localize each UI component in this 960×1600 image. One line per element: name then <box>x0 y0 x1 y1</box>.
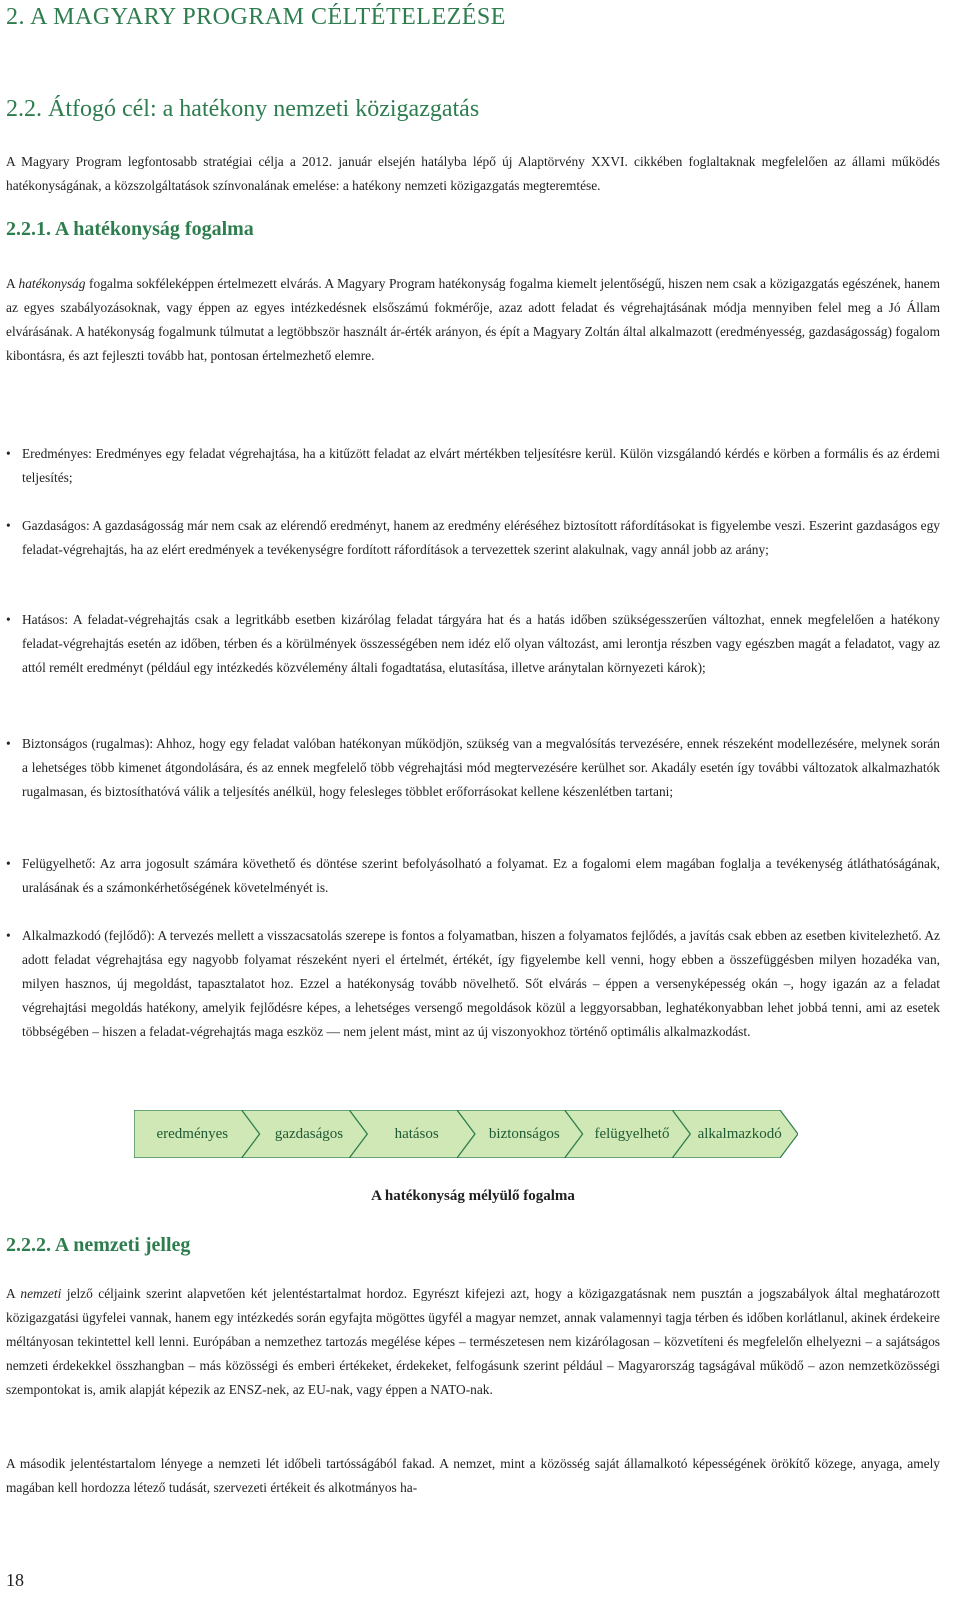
bullet-text: Alkalmazkodó (fejlődő): A tervezés mellett a visszacsatolás szerepe is fontos a folyamatban, hiszen a folyamatos fejlődés, a javítás csak ebben az esetben kivitelezhető. Az adott feladat végrehajtása egy nagyobb folyamat részeként nyeri el értelmét, értékét, így figyelembe kell venni, hogy ebben a összefüggésben milyen hozadéka van, milyen hasznos, új megoldást, tapasztalatot hoz. Ezzel a hatékonyság tovább növelhető. Sőt elvárás – éppen a versenyképesség okán –, hogy igazán az a feladat végrehajtási megoldás hatékony, amelyik fejlődésre képes, a lehetséges versengő megoldások közül a leggyorsabban, leghatékonyabban lehet jobbá tenni, ami az esetek többségében – hiszen a feladat-végrehajtás maga eszköz — nem jelent mást, mint az új viszonyokhoz történő optimális alkalmazkodást. <box>22 928 940 1039</box>
bullet-item <box>6 732 940 804</box>
bullet-text: Hatásos: A feladat-végrehajtás csak a legritkább esetben kizárólag feladat tárgyára hat és a hatás időben szükségesszerűen változhat, ennek megfelelően a hatékony feladat-végrehajtás esetén az időben, térben és a körülmények összességében nem idéz elő olyan változást, ami lerontja részben vagy egészben magát a feladatot, vagy az attól remélt eredményt (például egy intézkedés közvélemény általi fogadtatása, elutasítása, illetve aránytalan környezeti károk); <box>22 612 940 675</box>
chevron-step-label: hatásos <box>394 1126 439 1142</box>
para2-italic-term: nemzeti <box>20 1286 62 1301</box>
chevron-step-label: alkalmazkodó <box>697 1126 782 1142</box>
para2-rest: jelző céljaink szerint alapvetően két jelentéstartalmat hordoz. Egyrészt kifejezi azt, hogy a közigazgatásnak nem pusztán a jogszabályok által meghatározott közigazgatási ügyfelei vannak, hanem egy intézkedés során egyfajta mögöttes ügyfél a magyar nemzet, annak valamennyi tagja térben és időben korlátlanul, akinek érdekeire méltányosan tekintettel kell lenni. Európában a nemzethez tartozás megélése képes – természetesen nem kizárólagosan – közvetíteni és megfelelőn elhelyezni – a sajátságos nemzeti érdekekkel összhangban – más közösségi és emberi értékeket, érdekeket, felfogásunk szerint például – Magyarország tagságával működő – azon nemzetközösségi szempontokat is, amik alapját képezik az ENSZ-nek, az EU-nak, vagy éppen a NATO-nak. <box>6 1286 940 1397</box>
bullet-dot: • <box>6 856 11 871</box>
bullet-text: Gazdaságos: A gazdaságosság már nem csak az elérendő eredményt, hanem az eredmény eléréséhez biztosított ráfordításokat is figyelembe veszi. Eszerint gazdaságos egy feladat-végrehajtás, ha az elért eredmények a tevékenységre fordított ráfordítások a tervezettek szerint alakulnak, vagy annál jobb az arány; <box>22 518 940 557</box>
second-meaning-paragraph: A második jelentéstartalom lényege a nemzeti lét időbeli tartósságából fakad. A nemzet, mint a közösség saját államalkotó képességének örökítő közege, anyaga, amely magában kell hordozza létező tudását, szervezeti értékeit és alkotmányos ha- <box>6 1456 940 1495</box>
bullet-dot: • <box>6 446 11 461</box>
bullet-text: Felügyelhető: Az arra jogosult számára követhető és döntése szerint befolyásolható a folyamat. Ez a fogalomi elem magában foglalja a tevékenység átláthatóságának, uralásának és a számonkérhetőségének követelményét is. <box>22 856 940 895</box>
chevron-step-label: gazdaságos <box>274 1126 344 1142</box>
bullet-item <box>6 852 940 900</box>
efficiency-chevron-diagram <box>134 1110 798 1158</box>
subsection-title-efficiency: 2.2.1. A hatékonyság fogalma <box>6 218 254 240</box>
bullet-dot: • <box>6 518 11 533</box>
chevron-step-label: eredményes <box>156 1126 229 1142</box>
para2-prefix: A <box>6 1286 21 1301</box>
para1-prefix: A <box>6 276 19 291</box>
section-title: 2.2. Átfogó cél: a hatékony nemzeti közigazgatás <box>6 96 480 122</box>
para1-rest: fogalma sokféleképpen értelmezett elvárás. A Magyary Program hatékonyság fogalma kiemelt jelentőségű, hiszen nem csak a közigazgatás egészének, hanem az egyes szabályozásoknak, vagy éppen az egyes intézkedésnek elsőszámú fokmérője, azaz adott feladat és végrehajtásának módja mennyiben felel meg a Jó Állam elvárásának. A hatékonyság fogalmunk túlmutat a legtöbbször használt ár-érték arányon, és épít a Magyary Zoltán által alkalmazott (eredményesség, gazdaságosság) fogalom kibontásra, és azt fejleszti tovább hat, pontosan értelmezhető elemre. <box>6 276 940 363</box>
subsection-title-national: 2.2.2. A nemzeti jelleg <box>6 1234 191 1256</box>
bullet-item <box>6 924 940 1044</box>
para1-italic-term: hatékonyság <box>18 276 86 291</box>
chevron-step-label: felügyelhető <box>594 1126 670 1142</box>
bullet-dot: • <box>6 612 11 627</box>
efficiency-paragraph <box>6 272 940 368</box>
bullet-dot: • <box>6 928 11 943</box>
national-paragraph <box>6 1282 940 1402</box>
bullet-item <box>6 608 940 680</box>
bullet-item <box>6 514 940 562</box>
chapter-title: 2. A MAGYARY PROGRAM CÉLTÉTELEZÉSE <box>6 4 506 30</box>
bullet-dot: • <box>6 736 11 751</box>
page-number: 18 <box>6 1570 24 1590</box>
bullet-item <box>6 442 940 490</box>
diagram-caption: A hatékonyság mélyülő fogalma <box>371 1188 575 1204</box>
intro-paragraph: A Magyary Program legfontosabb stratégiai célja a 2012. január elsején hatályba lépő új Alaptörvény XXVI. cikkében foglaltaknak megfelelően az állami működés hatékonyságának, a közszolgáltatások színvonalának emelése: a hatékony nemzeti közigazgatás megteremtése. <box>6 154 940 193</box>
chevron-step-label: biztonságos <box>488 1126 560 1142</box>
bullet-text: Biztonságos (rugalmas): Ahhoz, hogy egy feladat valóban hatékonyan működjön, szükség van a megvalósítás tervezésére, ennek részeként modellezésére, melynek során a lehetséges több kimenet átgondolására, és az ennek megfelelő több végrehajtási mód megtervezésére kerülhet sor. Akadály esetén így további változatok alkalmazhatók rugalmasan, és biztosíthatóvá válik a teljesítés anélkül, hogy felesleges többlet erőforrásokat kellene készenlétben tartani; <box>22 736 940 799</box>
bullet-text: Eredményes: Eredményes egy feladat végrehajtása, ha a kitűzött feladat az elvárt mértékben teljesítésre kerül. Külön vizsgálandó kérdés e körben a formális és az érdemi teljesítés; <box>22 446 940 485</box>
